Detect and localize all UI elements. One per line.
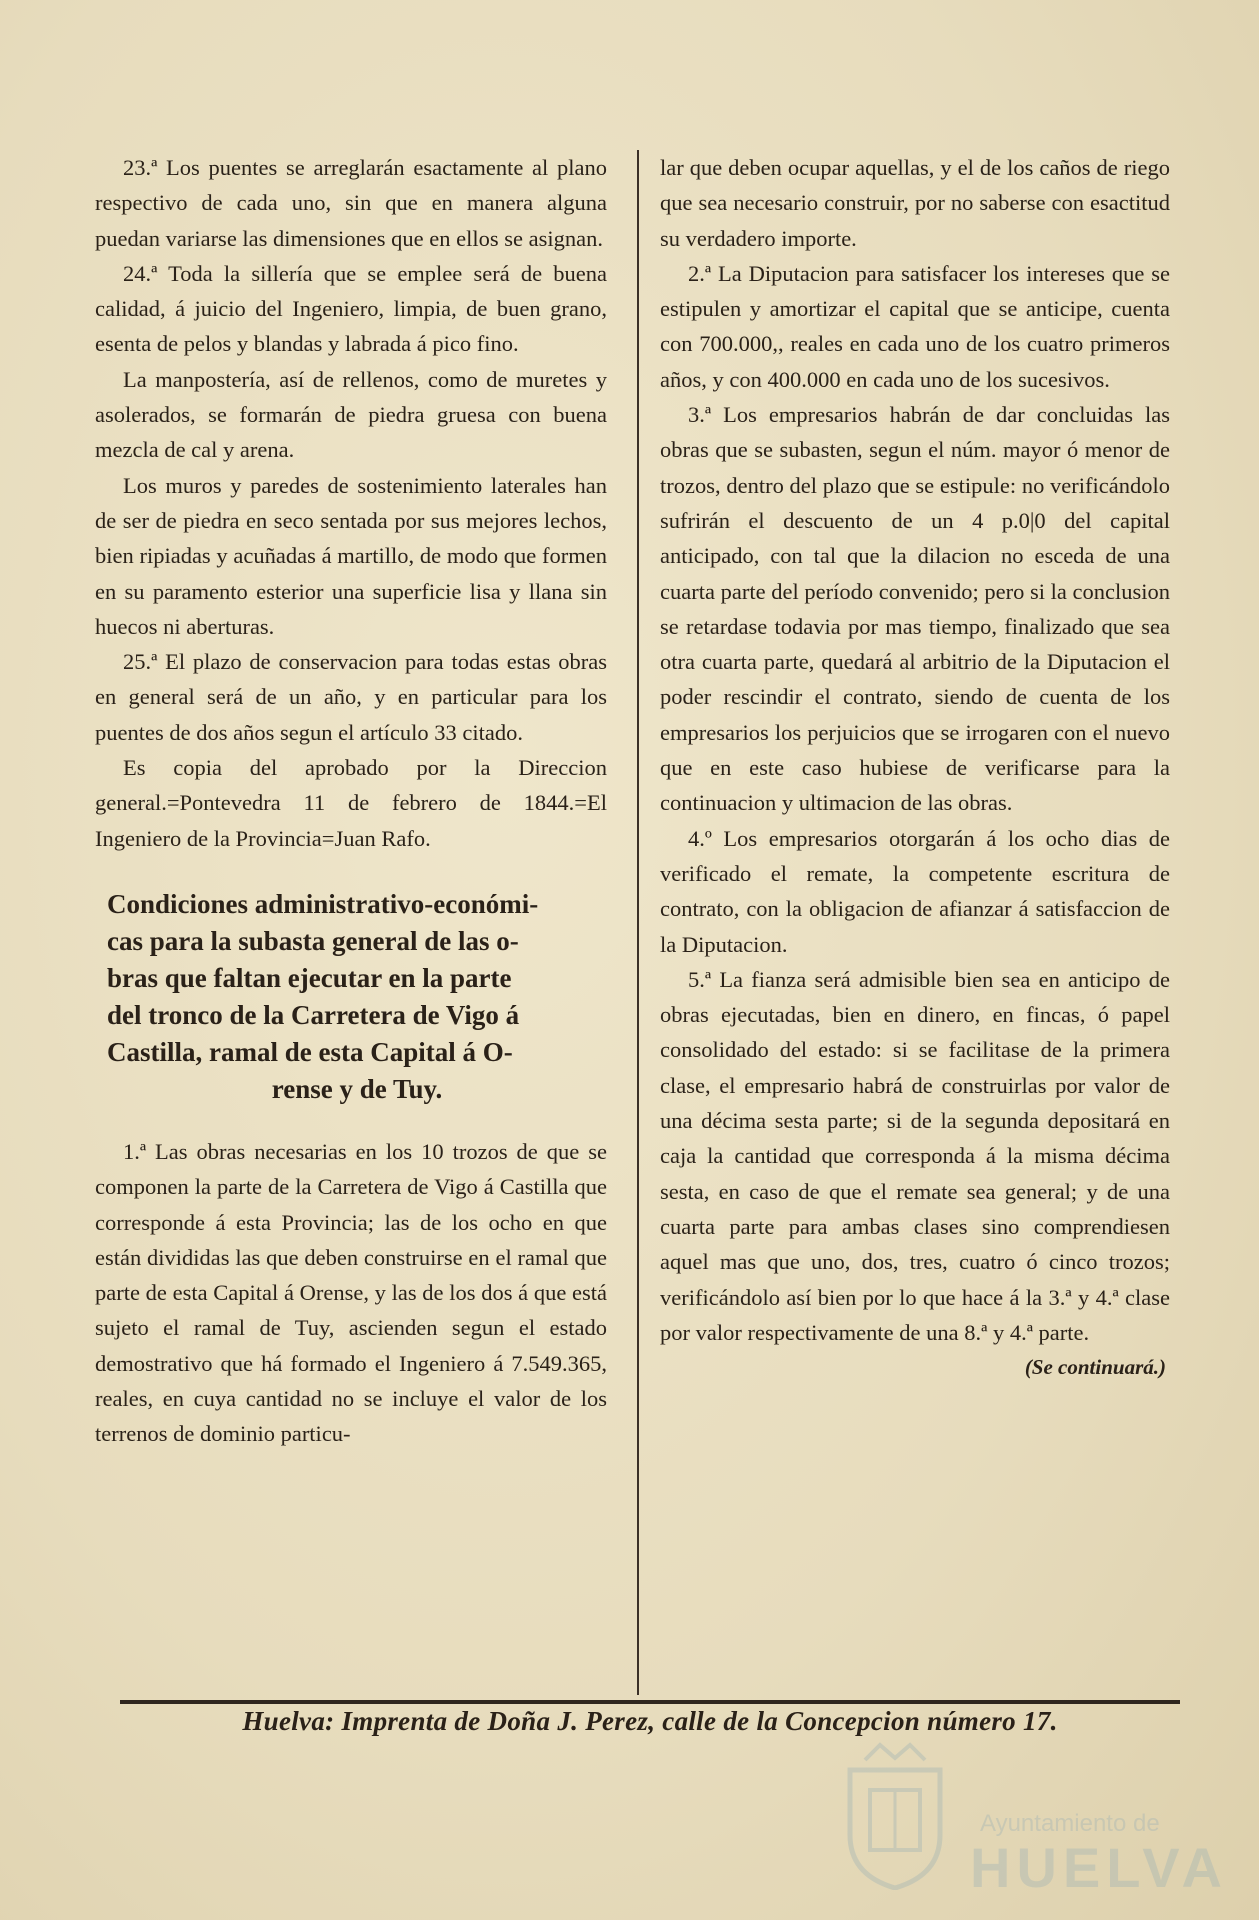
condition-5: 5.ª La fianza será admisible bien sea en anticipo de obras ejecutadas, bien en dinero, en fincas, ó papel consolidado del estado: si se facilitase de la primera clase, el empresario habrá de construirlas por valor de una décima sesta parte; si de la segunda depositará en caja la cantidad que corresponda á la misma décima sesta, en caso de que el remate sea general; y de una cuarta parte para ambas clases sino comprendiesen aquel mas que uno, dos, tres, cuatro ó cinco trozos; verificándolo así bien por lo que hace á la 3.ª y 4.ª clase por valor respectivamente de una 8.ª y 4.ª parte. — [660, 966, 1170, 1345]
condition-2: 2.ª La Diputacion para satisfacer los intereses que se estipulen y amortizar el capital que se anticipe, cuenta con 700.000,, reales en cada uno de los cuatro primeros años, y con 400.000 en cada uno de los sucesivos. — [660, 260, 1170, 392]
footer-rule — [120, 1700, 1180, 1704]
condition-1: 1.ª Las obras necesarias en los 10 trozos de que se componen la parte de la Carretera de Vigo á Castilla que corresponde á esta Provincia; las de los ocho en que están divididas las que deben construirse en el ramal que parte de esta Capital á Orense, y las de los dos á que está sujeto el ramal de Tuy, ascienden segun el estado demostrativo que há formado el Ingeniero á 7.549.365, reales, en cuya cantidad no se incluye el valor de los terrenos de dominio particu- — [95, 1138, 607, 1447]
column-divider — [637, 150, 639, 1695]
article-24: 24.ª Toda la sillería que se emplee será de buena calidad, á juicio del Ingeniero, limpia, de buen grano, esenta de pelos y blandas y labrada á pico fino. — [95, 260, 607, 357]
watermark-line2: HUELVA — [970, 1836, 1228, 1899]
paragraph-muros: Los muros y paredes de sostenimiento laterales han de ser de piedra en seco sentada por sus mejores lechos, bien ripiadas y acuñadas á martillo, de modo que formen en su paramento esterior una superficie lisa y llana sin huecos ni aberturas. — [95, 472, 607, 639]
heading-line: rense y de Tuy. — [271, 1073, 443, 1104]
watermark-line1: Ayuntamiento de — [980, 1810, 1160, 1837]
left-column — [95, 150, 607, 1452]
right-column — [660, 150, 1170, 1385]
signature-paragraph: Es copia del aprobado por la Direccion general.=Pontevedra 11 de febrero de 1844.=El Ingeniero de la Provincia=Juan Rafo. — [95, 755, 607, 851]
paragraph-mamposteria: La manpostería, así de rellenos, como de muretes y asolerados, se formarán de piedra gruesa con buena mezcla de cal y arena. — [95, 366, 607, 463]
condition-4: 4.º Los empresarios otorgarán á los ocho dias de verificado el remate, la competente escritura de contrato, con la obligacion de afianzar á satisfaccion de la Diputacion. — [660, 825, 1170, 957]
heading-line: del tronco de la Carretera de Vigo á — [107, 999, 520, 1030]
printer-footer: Huelva: Imprenta de Doña J. Perez, calle de la Concepcion número 17. — [242, 1706, 1058, 1736]
condition-1-continued: lar que deben ocupar aquellas, y el de los caños de riego que sea necesario construir, por no saberse con esactitud su verdadero importe. — [660, 155, 1170, 251]
city-shield-icon — [840, 1740, 950, 1890]
archive-watermark — [840, 1740, 1228, 1900]
heading-line: Castilla, ramal de esta Capital á O- — [107, 1036, 513, 1067]
heading-line: cas para la subasta general de las o- — [107, 925, 519, 956]
condition-3: 3.ª Los empresarios habrán de dar concluidas las obras que se subasten, segun el núm. mayor ó menor de trozos, dentro del plazo que se estipule: no verificándolo sufrirán el descuento de un 4 p.0|0 del capital anticipado, con tal que la dilacion no esceda de una cuarta parte del período convenido; pero si la conclusion se retardase todavia por mas tiempo, finalizado que sea otra cuarta parte, quedará al arbitrio de la Diputacion el poder rescindir el contrato, siendo de cuenta de los empresarios los perjuicios que se irrogaren con el nuevo que en este caso hubiese de verificarse para la continuacion y ultimacion de las obras. — [660, 402, 1170, 816]
section-heading — [107, 886, 607, 1108]
heading-line: Condiciones administrativo-económi- — [107, 888, 539, 919]
article-25: 25.ª El plazo de conservacion para todas estas obras en general será de un año, y en particular para los puentes de dos años segun el artículo 33 citado. — [95, 649, 607, 745]
heading-line: bras que faltan ejecutar en la parte — [107, 962, 512, 993]
continued-note: (Se continuará.) — [1024, 1355, 1166, 1380]
article-23: 23.ª Los puentes se arreglarán esactamente al plano respectivo de cada uno, sin que en manera alguna puedan variarse las dimensiones que en ellos se asignan. — [95, 155, 607, 251]
